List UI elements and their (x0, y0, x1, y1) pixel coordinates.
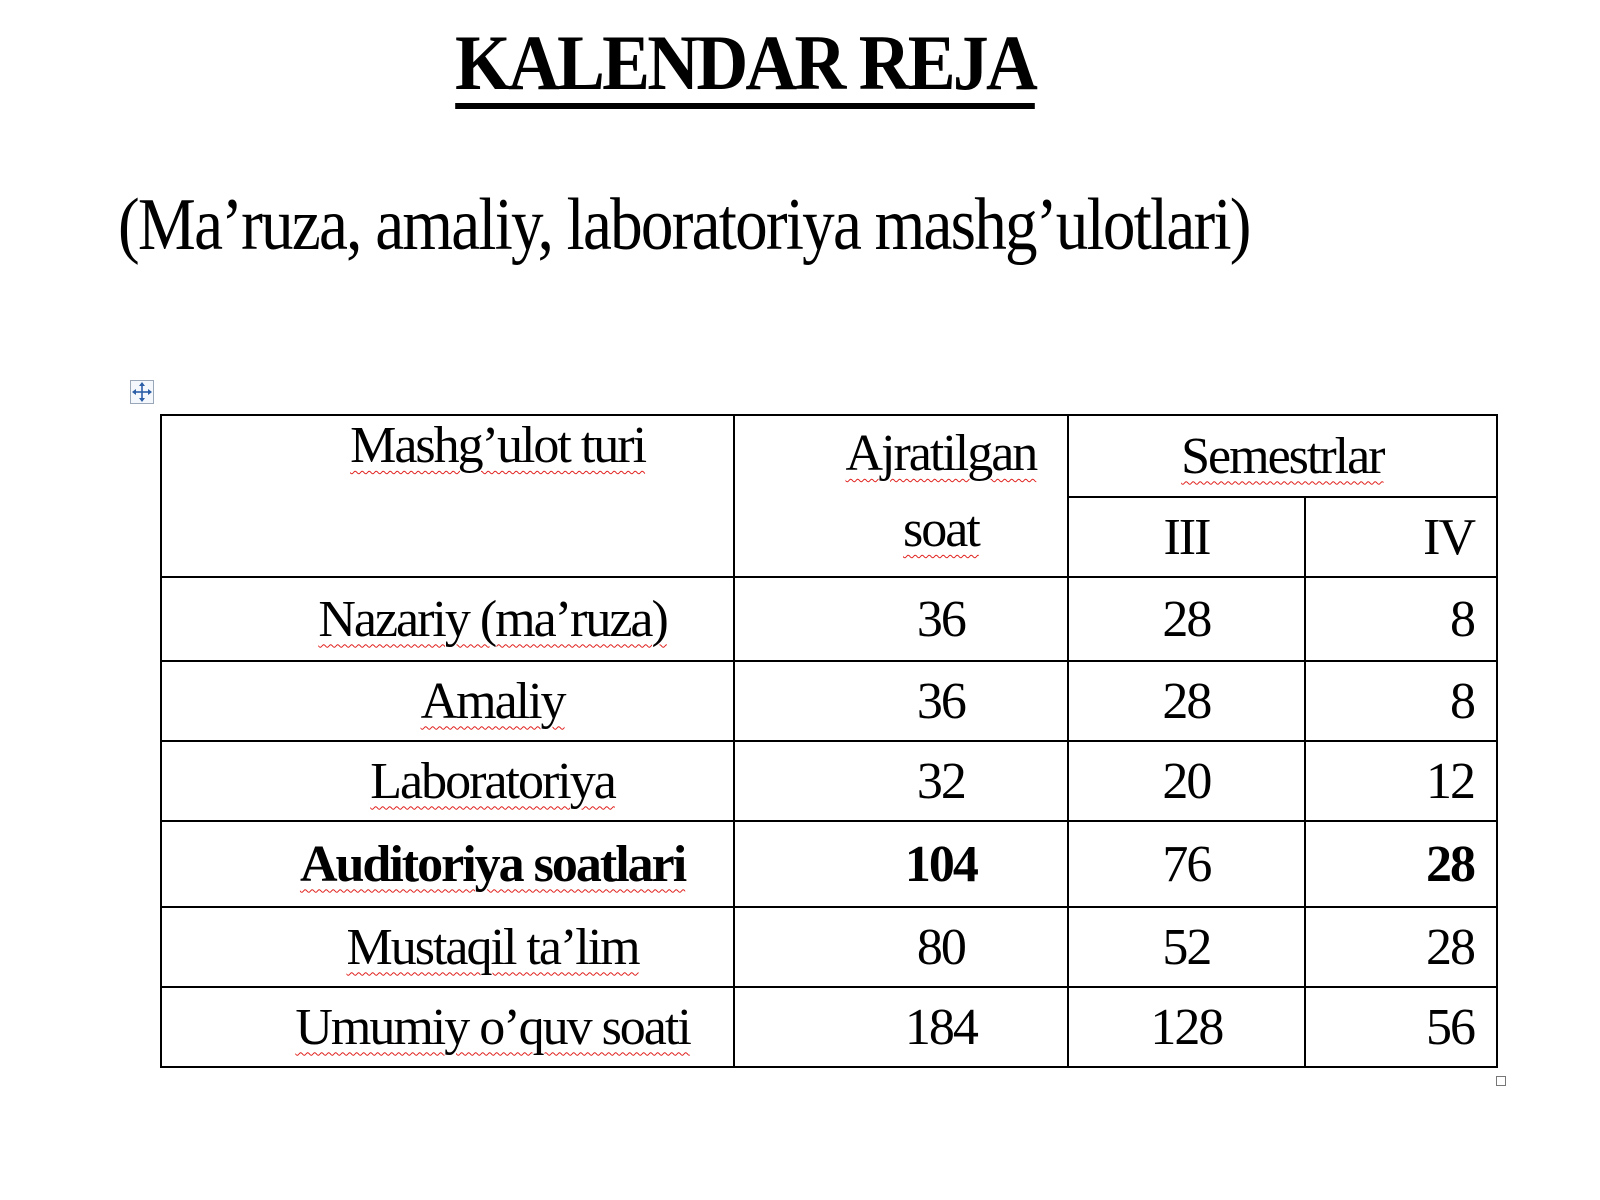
cell-type (161, 907, 734, 987)
resize-handle-icon[interactable] (1496, 1076, 1506, 1086)
cell-semester-3: 20 (1068, 741, 1306, 821)
cell-type (161, 987, 734, 1067)
header-training-type (161, 415, 734, 577)
cell-hours: 184 (734, 987, 1067, 1067)
cell-semester-4: 28 (1305, 821, 1497, 907)
page-title (60, 18, 1431, 109)
table-row (161, 987, 1497, 1067)
table-row (161, 741, 1497, 821)
table-row (161, 907, 1497, 987)
cell-type-text: Umumiy o’quv soati (295, 998, 690, 1056)
cell-semester-3: 28 (1068, 661, 1306, 741)
cell-type (161, 577, 734, 661)
move-arrows-icon (131, 381, 153, 403)
cell-hours: 32 (734, 741, 1067, 821)
header-allocated-hours (734, 415, 1067, 577)
header-training-type-label: Mashg’ulot turi (350, 417, 646, 474)
table-row (161, 661, 1497, 741)
cell-type-text: Amaliy (420, 672, 565, 730)
cell-hours: 36 (734, 577, 1067, 661)
header-semesters (1068, 415, 1497, 497)
cell-semester-3: 76 (1068, 821, 1306, 907)
cell-type-text: Auditoriya soatlari (299, 835, 686, 893)
cell-type-text: Nazariy (ma’ruza) (318, 590, 667, 648)
cell-hours: 80 (734, 907, 1067, 987)
cell-type-text: Mustaqil ta’lim (346, 918, 639, 976)
page-title-text: KALENDAR REJA (455, 23, 1035, 109)
table-move-handle[interactable] (130, 380, 154, 404)
cell-semester-4: 28 (1305, 907, 1497, 987)
calendar-plan-table (160, 414, 1498, 1068)
cell-hours: 36 (734, 661, 1067, 741)
header-semester-3: III (1068, 497, 1306, 577)
page-subtitle: (Ma’ruza, amaliy, laboratoriya mashg’ulotlari) (118, 184, 1250, 266)
cell-semester-4: 12 (1305, 741, 1497, 821)
cell-semester-3: 52 (1068, 907, 1306, 987)
cell-type-text: Laboratoriya (370, 752, 615, 810)
cell-semester-3: 128 (1068, 987, 1306, 1067)
cell-type (161, 821, 734, 907)
cell-semester-3: 28 (1068, 577, 1306, 661)
cell-type (161, 741, 734, 821)
header-semesters-label: Semestrlar (1181, 427, 1384, 485)
cell-semester-4: 56 (1305, 987, 1497, 1067)
cell-type (161, 661, 734, 741)
header-semester-4: IV (1305, 497, 1497, 577)
table-row (161, 821, 1497, 907)
cell-semester-4: 8 (1305, 577, 1497, 661)
header-allocated-hours-line2: soat (903, 501, 979, 558)
cell-semester-4: 8 (1305, 661, 1497, 741)
header-allocated-hours-line1: Ajratilgan (845, 425, 1037, 482)
cell-hours: 104 (734, 821, 1067, 907)
table-row (161, 577, 1497, 661)
